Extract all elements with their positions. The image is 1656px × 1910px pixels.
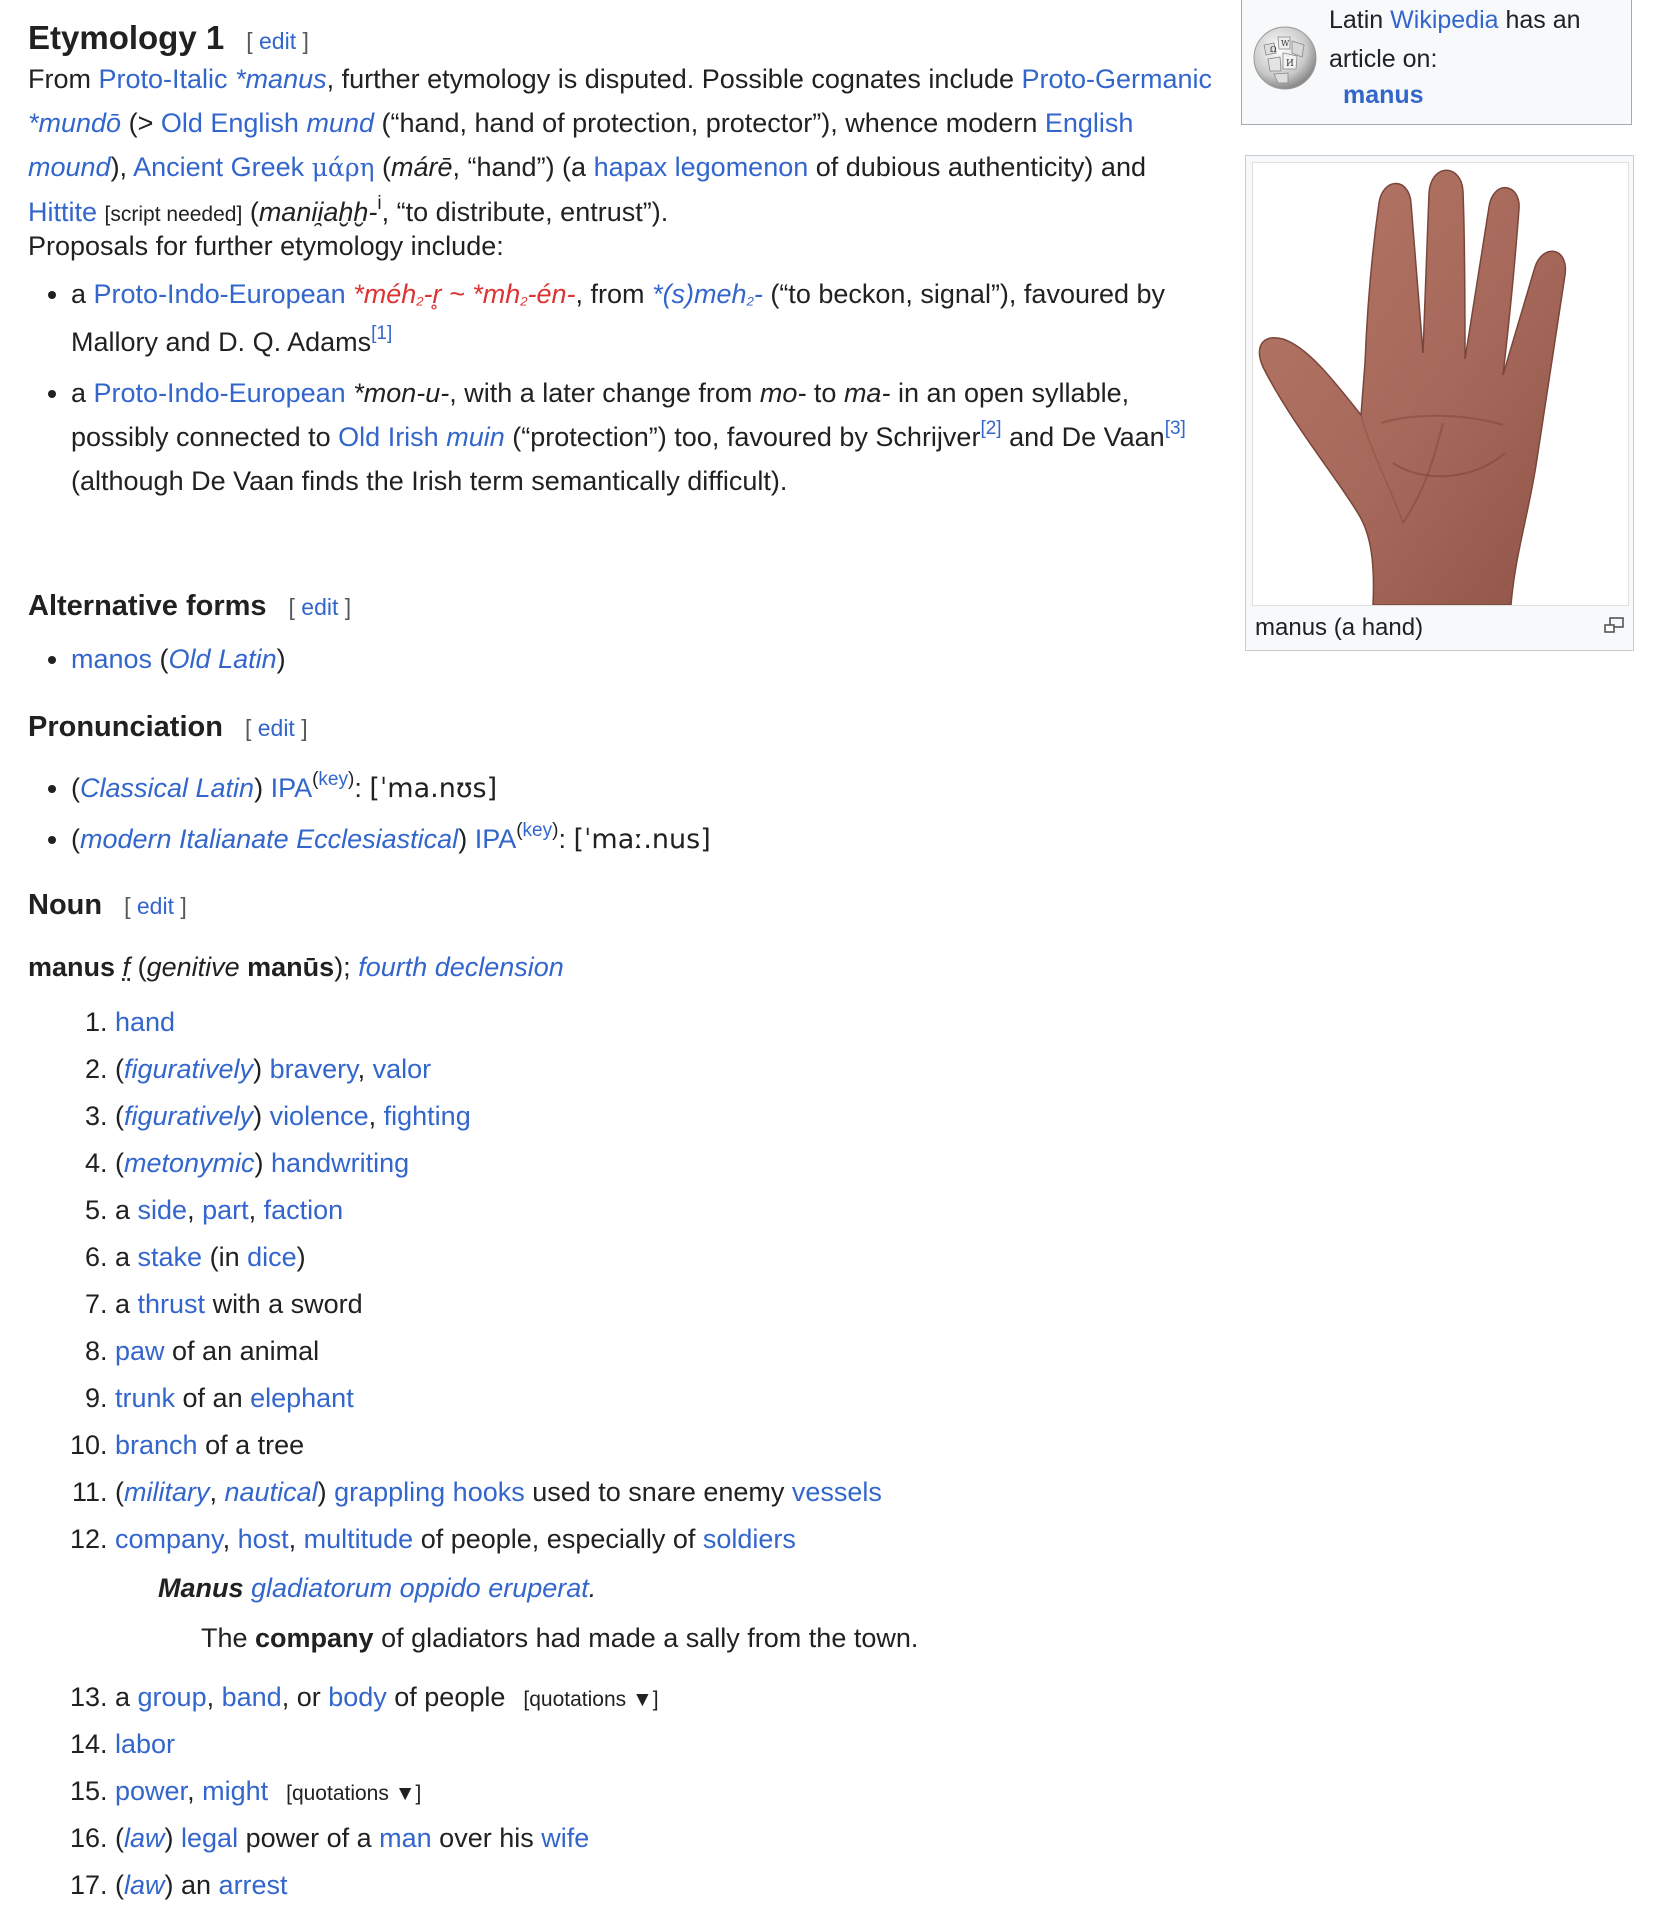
sense-item: 11. (military, nautical) grappling hooks used to snare enemy vessels xyxy=(115,1469,1218,1516)
usage-example xyxy=(115,1563,1218,1674)
link-legal[interactable]: legal xyxy=(181,1823,239,1853)
sense-item: 4. (metonymic) handwriting xyxy=(115,1140,1218,1187)
link-nautical[interactable]: nautical xyxy=(224,1477,318,1507)
example-translation: The company of gladiators had made a sally from the town. xyxy=(201,1623,919,1653)
link-ipa-key[interactable]: key xyxy=(318,769,348,790)
link-violence[interactable]: violence xyxy=(269,1101,369,1131)
link-elephant[interactable]: elephant xyxy=(250,1383,354,1413)
alternative-forms-list xyxy=(28,637,286,681)
sense-item: 8. paw of an animal xyxy=(115,1328,1218,1375)
link-man[interactable]: man xyxy=(379,1823,432,1853)
link-grappling-hooks[interactable]: grappling hooks xyxy=(334,1477,525,1507)
hand-photo-icon xyxy=(1253,163,1628,605)
link-fighting[interactable]: fighting xyxy=(383,1101,471,1131)
link-group[interactable]: group xyxy=(137,1682,207,1712)
image-caption: manus (a hand) xyxy=(1255,614,1424,641)
alt-form-item: • manos (Old Latin) xyxy=(71,637,286,681)
pronunciation-edit-link[interactable]: edit xyxy=(257,715,295,741)
ref-3[interactable]: [3] xyxy=(1164,418,1186,439)
link-part[interactable]: part xyxy=(202,1195,249,1225)
proposal-item: • a Proto-Indo-European *mon-u-, with a later change from mo- to ma- in an open syllable, possibly connected to Old Irish muin (“protection”) too, favoured by Schrijver[2] and De Vaan[3] (although De Vaan finds the Irish term semantically difficult). xyxy=(71,371,1218,503)
link-ipa[interactable]: IPA xyxy=(474,824,517,854)
link-labor[interactable]: labor xyxy=(115,1729,176,1759)
link-mound[interactable]: mound xyxy=(28,152,111,182)
link-classical-latin[interactable]: Classical Latin xyxy=(80,773,255,803)
link-figuratively[interactable]: figuratively xyxy=(124,1101,254,1131)
ipa-value: [ˈmaː.nus] xyxy=(573,824,711,855)
sense-item: 5. a side, part, faction xyxy=(115,1187,1218,1234)
link-law[interactable]: law xyxy=(124,1823,165,1853)
link-ipa-key[interactable]: key xyxy=(522,820,553,841)
svg-text:W: W xyxy=(1281,39,1290,48)
quotations-toggle[interactable]: [quotations ▼] xyxy=(523,1688,659,1711)
link-vessels[interactable]: vessels xyxy=(791,1477,882,1507)
link-hapax-legomenon[interactable]: hapax legomenon xyxy=(593,152,809,182)
wikipedia-box-text: Latin Wikipedia has an article on: xyxy=(1329,6,1581,73)
wikipedia-article-link[interactable]: manus xyxy=(1343,81,1424,109)
etymology-edit-link[interactable]: edit xyxy=(259,28,297,54)
link-hittite[interactable]: Hittite xyxy=(28,197,98,227)
gender-label: f xyxy=(122,952,131,982)
sense-item: 6. a stake (in dice) xyxy=(115,1234,1218,1281)
link-meh-root[interactable]: *méh₂-r̥ ~ *mh₂-én- xyxy=(353,279,576,309)
sense-item: 9. trunk of an elephant xyxy=(115,1375,1218,1422)
link-manus-proto-italic[interactable]: *manus xyxy=(235,64,327,94)
link-host[interactable]: host xyxy=(237,1524,289,1554)
script-needed-note: [script needed] xyxy=(104,203,243,226)
link-mundo[interactable]: *mundō xyxy=(28,108,122,138)
link-dice[interactable]: dice xyxy=(247,1242,297,1272)
etymology-paragraph: From Proto-Italic *manus, further etymology is disputed. Possible cognates include Proto-Germanic *mundō (> Old English mund (“hand, hand of protection, protector”), whence modern English mound), Ancient Greek μάρη (márē, “hand”) (a hapax legomenon of dubious authenticity) and Hittite [script needed] (manii̯aḫḫ-$^i$, “to distribute, entrust”). xyxy=(28,64,1213,227)
sense-item: 16. (law) legal power of a man over his wife xyxy=(115,1815,1218,1862)
proposals-intro: Proposals for further etymology include: xyxy=(28,231,504,261)
noun-edit-link[interactable]: edit xyxy=(136,893,174,919)
link-ancient-greek[interactable]: Ancient Greek xyxy=(133,152,305,182)
link-old-english[interactable]: Old English xyxy=(160,108,299,138)
link-multitude[interactable]: multitude xyxy=(303,1524,414,1554)
hittite-term: manii̯aḫḫ- xyxy=(258,197,378,227)
link-muin[interactable]: muin xyxy=(446,422,505,452)
link-might[interactable]: might xyxy=(202,1776,269,1806)
svg-text:Ω: Ω xyxy=(1270,45,1277,54)
link-wikipedia[interactable]: Wikipedia xyxy=(1390,6,1499,34)
link-military[interactable]: military xyxy=(124,1477,210,1507)
link-pie[interactable]: Proto-Indo-European xyxy=(93,279,346,309)
link-ipa[interactable]: IPA xyxy=(270,773,313,803)
sense-item: 2. (figuratively) bravery, valor xyxy=(115,1046,1218,1093)
link-trunk[interactable]: trunk xyxy=(115,1383,176,1413)
pronunciation-list xyxy=(28,763,711,865)
link-proto-germanic[interactable]: Proto-Germanic xyxy=(1021,64,1213,94)
link-power[interactable]: power xyxy=(115,1776,188,1806)
link-wife[interactable]: wife xyxy=(541,1823,590,1853)
proposal-item: • a Proto-Indo-European *méh₂-r̥ ~ *mh₂-én-, from *(s)meh₂- (“to beckon, signal”), favoured by Mallory and D. Q. Adams[1] xyxy=(71,272,1218,364)
link-smeh-root[interactable]: *(s)meh₂- xyxy=(652,279,763,309)
hand-image[interactable] xyxy=(1252,162,1629,606)
ref-1[interactable]: [1] xyxy=(371,323,393,344)
link-side[interactable]: side xyxy=(137,1195,188,1225)
link-mare-greek[interactable]: μάρη xyxy=(311,153,375,182)
link-example-words[interactable]: gladiatorum oppido eruperat xyxy=(251,1573,589,1603)
sense-item: 12. company, host, multitude of people, especially of soldiers Manus gladiatorum oppido eruperat. The company of gladiators had made a sally from the town. xyxy=(115,1516,1218,1674)
etymology-edit-section: [ edit ] xyxy=(246,28,309,54)
wikipedia-globe-icon xyxy=(1252,25,1318,91)
link-manos[interactable]: manos xyxy=(71,644,153,674)
link-fourth-declension[interactable]: fourth declension xyxy=(358,952,564,982)
proposals-list xyxy=(28,272,1218,503)
etymology-title: Etymology 1 xyxy=(28,19,225,56)
wikipedia-box xyxy=(1241,0,1632,125)
link-soldiers[interactable]: soldiers xyxy=(702,1524,796,1554)
link-stake[interactable]: stake xyxy=(137,1242,203,1272)
enlarge-icon[interactable] xyxy=(1603,616,1625,636)
link-body[interactable]: body xyxy=(328,1682,387,1712)
genitive-form: manūs xyxy=(247,952,335,982)
link-english[interactable]: English xyxy=(1044,108,1134,138)
mon-u-root: *mon-u- xyxy=(353,378,450,408)
ipa-value: [ˈma.nʊs] xyxy=(369,773,498,804)
sense-item xyxy=(115,999,1218,1046)
link-law[interactable]: law xyxy=(124,1870,165,1900)
link-band[interactable]: band xyxy=(221,1682,282,1712)
sense-item: 13. a group, band, or body of people [quotations ▼] xyxy=(115,1674,1218,1721)
pronunciation-heading: Pronunciation [ edit ] xyxy=(28,711,308,743)
sense-item: 15. power, might [quotations ▼] xyxy=(115,1768,1218,1815)
sense-item: 3. (figuratively) violence, fighting xyxy=(115,1093,1218,1140)
link-company[interactable]: company xyxy=(115,1524,223,1554)
link-valor[interactable]: valor xyxy=(372,1054,432,1084)
link-faction[interactable]: faction xyxy=(263,1195,344,1225)
noun-headword-line: manus f (genitive manūs); fourth declension xyxy=(28,952,564,982)
link-hand[interactable]: hand xyxy=(115,1007,176,1037)
ref-2[interactable]: [2] xyxy=(980,418,1002,439)
example-latin: Manus gladiatorum oppido eruperat. xyxy=(158,1573,597,1603)
link-thrust[interactable]: thrust xyxy=(137,1289,206,1319)
sense-item: 17. (law) an arrest xyxy=(115,1862,1218,1909)
alternative-forms-heading: Alternative forms [ edit ] xyxy=(28,590,352,622)
link-old-latin[interactable]: Old Latin xyxy=(168,644,277,674)
link-pie-2[interactable]: Proto-Indo-European xyxy=(93,378,346,408)
headword: manus xyxy=(28,952,116,982)
link-arrest[interactable]: arrest xyxy=(218,1870,288,1900)
link-bravery[interactable]: bravery xyxy=(269,1054,358,1084)
link-figuratively[interactable]: figuratively xyxy=(124,1054,254,1084)
link-metonymic[interactable]: metonymic xyxy=(124,1148,255,1178)
mare-transliteration: márē xyxy=(391,152,453,182)
link-old-irish[interactable]: Old Irish xyxy=(338,422,439,452)
etymology-heading xyxy=(28,16,309,63)
link-branch[interactable]: branch xyxy=(115,1430,198,1460)
senses-list xyxy=(28,999,1218,1909)
sense-item: 10. branch of a tree xyxy=(115,1422,1218,1469)
link-mund[interactable]: mund xyxy=(306,108,374,138)
link-proto-italic[interactable]: Proto-Italic xyxy=(98,64,228,94)
link-ecclesiastical-latin[interactable]: modern Italianate Ecclesiastical xyxy=(80,824,459,854)
pronunciation-item: • (Classical Latin) IPA$^{(key)}$: [ˈma.nʊs] xyxy=(71,763,711,814)
sense-item: 7. a thrust with a sword xyxy=(115,1281,1218,1328)
pronunciation-item: • (modern Italianate Ecclesiastical) IPA$^{(key)}$: [ˈmaː.nus] xyxy=(71,814,711,865)
alternative-forms-edit-link[interactable]: edit xyxy=(301,594,339,620)
image-thumbnail xyxy=(1245,155,1634,651)
link-paw[interactable]: paw xyxy=(115,1336,165,1366)
svg-text:И: И xyxy=(1286,59,1294,69)
link-handwriting[interactable]: handwriting xyxy=(271,1148,410,1178)
sense-item xyxy=(115,1721,1218,1768)
noun-heading: Noun [ edit ] xyxy=(28,889,187,921)
quotations-toggle[interactable]: [quotations ▼] xyxy=(286,1782,422,1805)
